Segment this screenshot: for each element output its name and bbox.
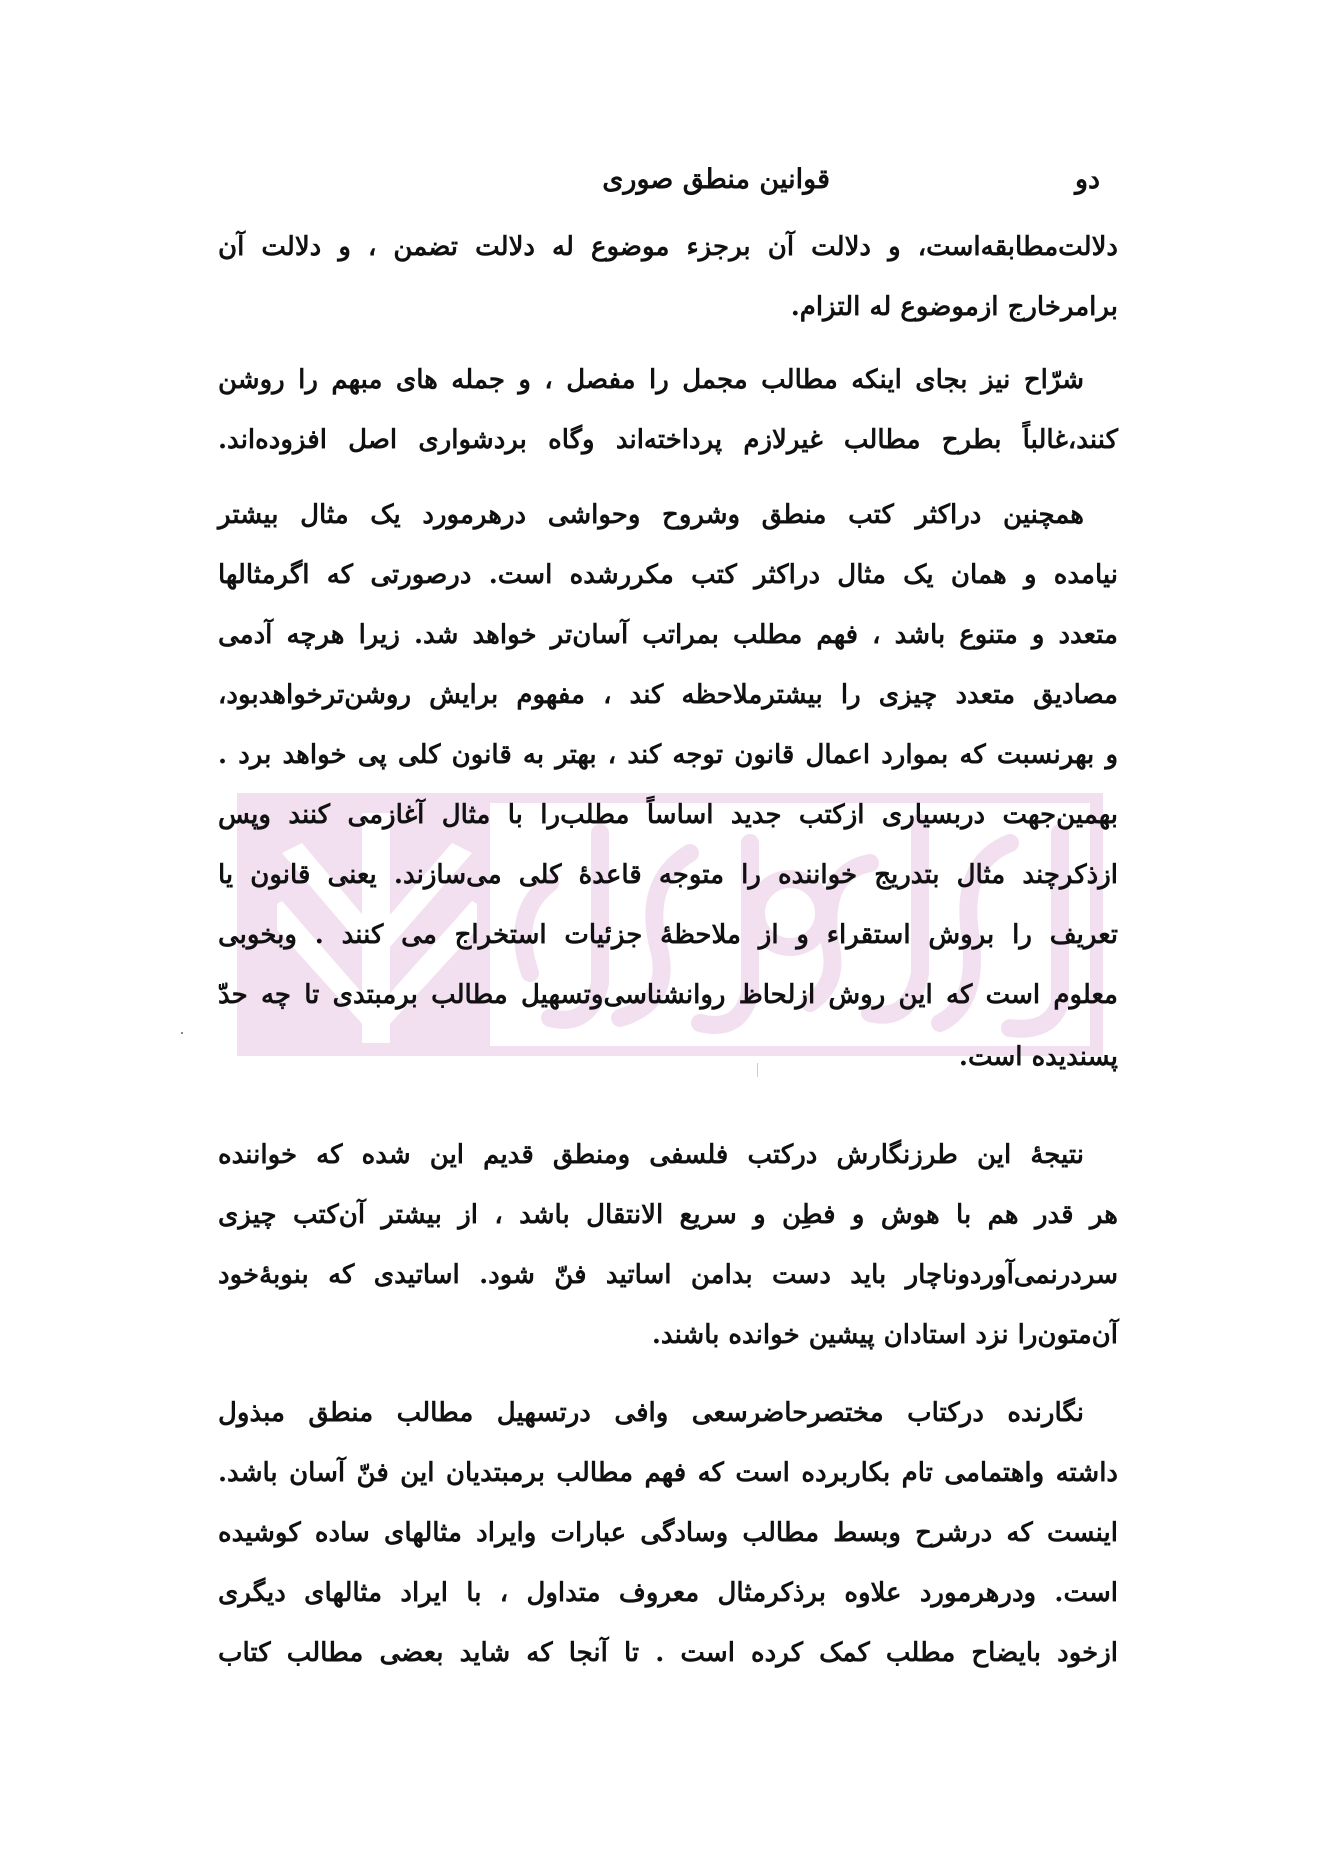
text-line: کنند،غالباً بطرح مطالب غیرلازم پرداخته‌اند وگاه بردشواری اصل افزوده‌اند. xyxy=(218,425,1118,455)
text-line: نگارنده درکتاب مختصرحاضرسعی وافی درتسهیل مطالب منطق مبذول xyxy=(218,1398,1084,1428)
text-line: داشته واهتمامی تام بکاربرده است که فهم مطالب برمبتدیان این فنّ آسان باشد. xyxy=(218,1458,1118,1488)
text-line: پسندیده است. xyxy=(958,1042,1118,1072)
text-line: نتیجهٔ این طرزنگارش درکتب فلسفی ومنطق قدیم این شده که خواننده xyxy=(218,1140,1084,1170)
text-line: نیامده و همان یک مثال دراکثر کتب مکررشده است. درصورتی که اگرمثالها xyxy=(218,560,1118,590)
text-line: هر قدر هم با هوش و فطِن و سریع الانتقال باشد ، از بیشتر آن‌کتب چیزی xyxy=(218,1200,1118,1230)
scan-artifact xyxy=(181,1032,183,1034)
text-line: مصادیق متعدد چیزی را بیشترملاحظه کند ، مفهوم برایش روشن‌ترخواهدبود، xyxy=(218,680,1118,710)
running-head xyxy=(200,160,1140,210)
text-line: اینست که درشرح وبسط مطالب وسادگی عبارات وایراد مثالهای ساده کوشیده xyxy=(218,1518,1118,1548)
text-line: شرّاح نیز بجای اینکه مطالب مجمل را مفصل ، و جمله های مبهم را روشن xyxy=(218,365,1084,395)
text-line: ازخود بایضاح مطلب کمک کرده است . تا آنجا که شاید بعضی مطالب کتاب xyxy=(218,1638,1118,1668)
text-line: معلوم است که این روش ازلحاظ روانشناسی‌وتسهیل مطالب برمبتدی تا چه حدّ xyxy=(218,980,1118,1010)
text-line: متعدد و متنوع باشد ، فهم مطلب بمراتب آسان‌تر خواهد شد. زیرا هرچه آدمی xyxy=(218,620,1118,650)
text-line: برامرخارج ازموضوع له التزام. xyxy=(790,292,1118,322)
text-line: دلالت‌مطابقه‌است، و دلالت آن برجزء موضوع له دلالت تضمن ، و دلالت آن xyxy=(218,232,1118,262)
text-line: سردرنمی‌آوردوناچار باید دست بدامن اساتید فنّ شود. اساتیدی که بنوبهٔ‌خود xyxy=(218,1260,1118,1290)
text-line: بهمین‌جهت دربسیاری ازکتب جدید اساساً مطلب‌را با مثال آغازمی کنند وپس xyxy=(218,800,1118,830)
running-title: قوانین منطق صوری xyxy=(602,164,830,195)
text-line: تعریف را بروش استقراء و از ملاحظهٔ جزئیات استخراج می کنند . وبخوبی xyxy=(218,920,1118,950)
text-line: است. ودرهرمورد علاوه برذکرمثال معروف متداول ، با ایراد مثالهای دیگری xyxy=(218,1578,1118,1608)
text-line: ازذکرچند مثال بتدریج خواننده را متوجه قاعدهٔ کلی می‌سازند. یعنی قانون یا xyxy=(218,860,1118,890)
text-line: همچنین دراکثر کتب منطق وشروح وحواشی درهرمورد یک مثال بیشتر xyxy=(218,500,1084,530)
text-line: و بهرنسبت که بموارد اعمال قانون توجه کند ، بهتر به قانون کلی پی خواهد برد . xyxy=(218,740,1118,770)
text-line: آن‌متون‌را نزد استادان پیشین خوانده باشند. xyxy=(651,1320,1118,1350)
page-number: دو xyxy=(1074,164,1100,195)
